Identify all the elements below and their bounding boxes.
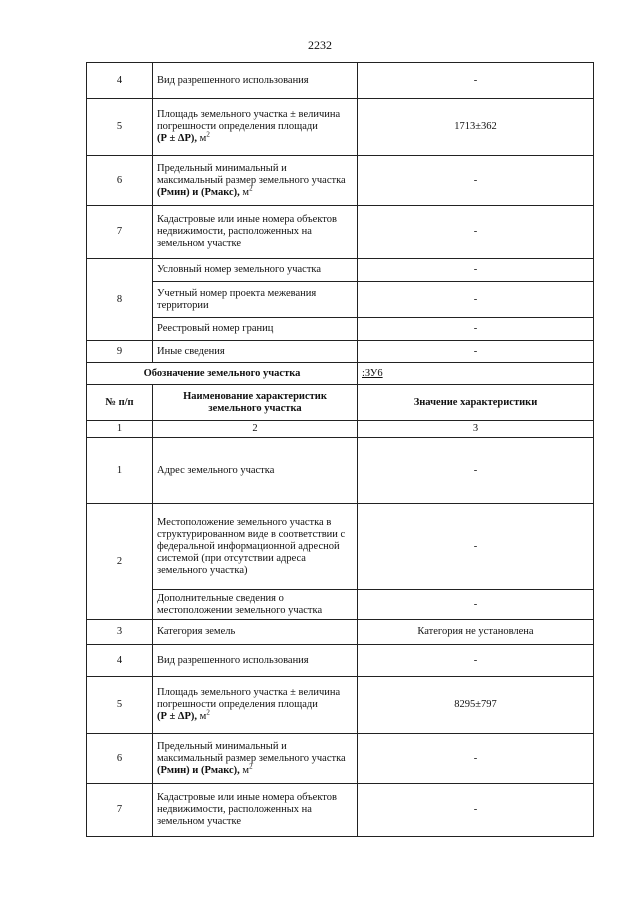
row-label: Учетный номер проекта межевания территории xyxy=(153,282,358,318)
column-number: 2 xyxy=(153,421,358,438)
row-label: Предельный минимальный и максимальный размер земельного участка xyxy=(157,740,346,764)
size-formula: (Рмин) и (Рмакс), xyxy=(157,764,240,776)
row-number: 6 xyxy=(87,156,153,206)
row-label-cell xyxy=(153,99,358,156)
row-value: - xyxy=(358,206,594,259)
row-number: 1 xyxy=(87,438,153,504)
land-plot-table xyxy=(86,62,594,837)
row-number: 6 xyxy=(87,734,153,784)
row-label-cell xyxy=(153,156,358,206)
table-row xyxy=(87,620,594,645)
row-label-cell xyxy=(153,677,358,734)
row-value: - xyxy=(358,438,594,504)
row-number: 7 xyxy=(87,784,153,837)
row-label: Условный номер земельного участка xyxy=(153,259,358,282)
row-value: 8295±797 xyxy=(358,677,594,734)
table-row xyxy=(87,63,594,99)
row-value: - xyxy=(358,282,594,318)
row-number: 5 xyxy=(87,677,153,734)
row-label: Предельный минимальный и максимальный размер земельного участка xyxy=(157,162,346,186)
designation-value: :ЗУ6 xyxy=(358,363,594,385)
header-number: № п/п xyxy=(87,385,153,421)
row-label: Кадастровые или иные номера объектов недвижимости, расположенных на земельном участке xyxy=(153,206,358,259)
row-number: 3 xyxy=(87,620,153,645)
table-row xyxy=(87,504,594,590)
area-formula: (Р ± ΔР), xyxy=(157,711,198,722)
table-row xyxy=(87,282,594,318)
row-label-cell xyxy=(153,734,358,784)
table-row xyxy=(87,318,594,341)
row-number: 5 xyxy=(87,99,153,156)
row-value: - xyxy=(358,784,594,837)
row-number: 2 xyxy=(87,504,153,620)
table-row xyxy=(87,259,594,282)
table-row xyxy=(87,206,594,259)
row-label: Кадастровые или иные номера объектов недвижимости, расположенных на земельном участке xyxy=(153,784,358,837)
area-formula: (Р ± ΔР), xyxy=(157,133,198,144)
unit-label: м xyxy=(197,711,207,722)
row-value: - xyxy=(358,63,594,99)
row-value: - xyxy=(358,341,594,363)
designation-row xyxy=(87,363,594,385)
row-label: Вид разрешенного использования xyxy=(153,63,358,99)
unit-label: м xyxy=(239,186,250,198)
header-name: Наименование характеристик земельного участка xyxy=(153,385,358,421)
unit-superscript: 2 xyxy=(249,184,253,192)
row-label: Площадь земельного участка ± величина погрешности определения площади xyxy=(157,687,341,710)
table-row xyxy=(87,677,594,734)
row-number: 8 xyxy=(87,259,153,341)
row-value: Категория не установлена xyxy=(358,620,594,645)
row-number: 4 xyxy=(87,63,153,99)
row-label: Адрес земельного участка xyxy=(153,438,358,504)
designation-label: Обозначение земельного участка xyxy=(87,363,358,385)
column-number: 1 xyxy=(87,421,153,438)
column-number: 3 xyxy=(358,421,594,438)
row-label: Местоположение земельного участка в структурированном виде в соответствии с федеральной информационной адресной системой (при отсутствии адреса земельного участка) xyxy=(153,504,358,590)
row-value: - xyxy=(358,259,594,282)
table-row xyxy=(87,784,594,837)
unit-superscript: 2 xyxy=(206,708,210,717)
row-label: Реестровый номер границ xyxy=(153,318,358,341)
table-row xyxy=(87,645,594,677)
row-value: - xyxy=(358,590,594,620)
column-numbers-row xyxy=(87,421,594,438)
table-row xyxy=(87,734,594,784)
table-row xyxy=(87,99,594,156)
table-row xyxy=(87,590,594,620)
size-formula: (Рмин) и (Рмакс), xyxy=(157,186,240,198)
row-label: Иные сведения xyxy=(153,341,358,363)
row-number: 9 xyxy=(87,341,153,363)
header-row xyxy=(87,385,594,421)
table-row xyxy=(87,341,594,363)
row-value: - xyxy=(358,645,594,677)
row-value: - xyxy=(358,504,594,590)
page-number: 2232 xyxy=(308,38,332,52)
table-row xyxy=(87,438,594,504)
row-number: 7 xyxy=(87,206,153,259)
row-label: Дополнительные сведения о местоположении земельного участка xyxy=(153,590,358,620)
unit-superscript: 2 xyxy=(206,130,210,139)
row-label: Категория земель xyxy=(153,620,358,645)
row-number: 4 xyxy=(87,645,153,677)
table-row xyxy=(87,156,594,206)
unit-superscript: 2 xyxy=(249,762,253,770)
row-value: - xyxy=(358,734,594,784)
row-label: Вид разрешенного использования xyxy=(153,645,358,677)
unit-label: м xyxy=(197,133,207,144)
row-label: Площадь земельного участка ± величина погрешности определения площади xyxy=(157,109,341,132)
row-value: - xyxy=(358,318,594,341)
row-value: - xyxy=(358,156,594,206)
row-value: 1713±362 xyxy=(358,99,594,156)
unit-label: м xyxy=(239,764,250,776)
header-value: Значение характеристики xyxy=(358,385,594,421)
